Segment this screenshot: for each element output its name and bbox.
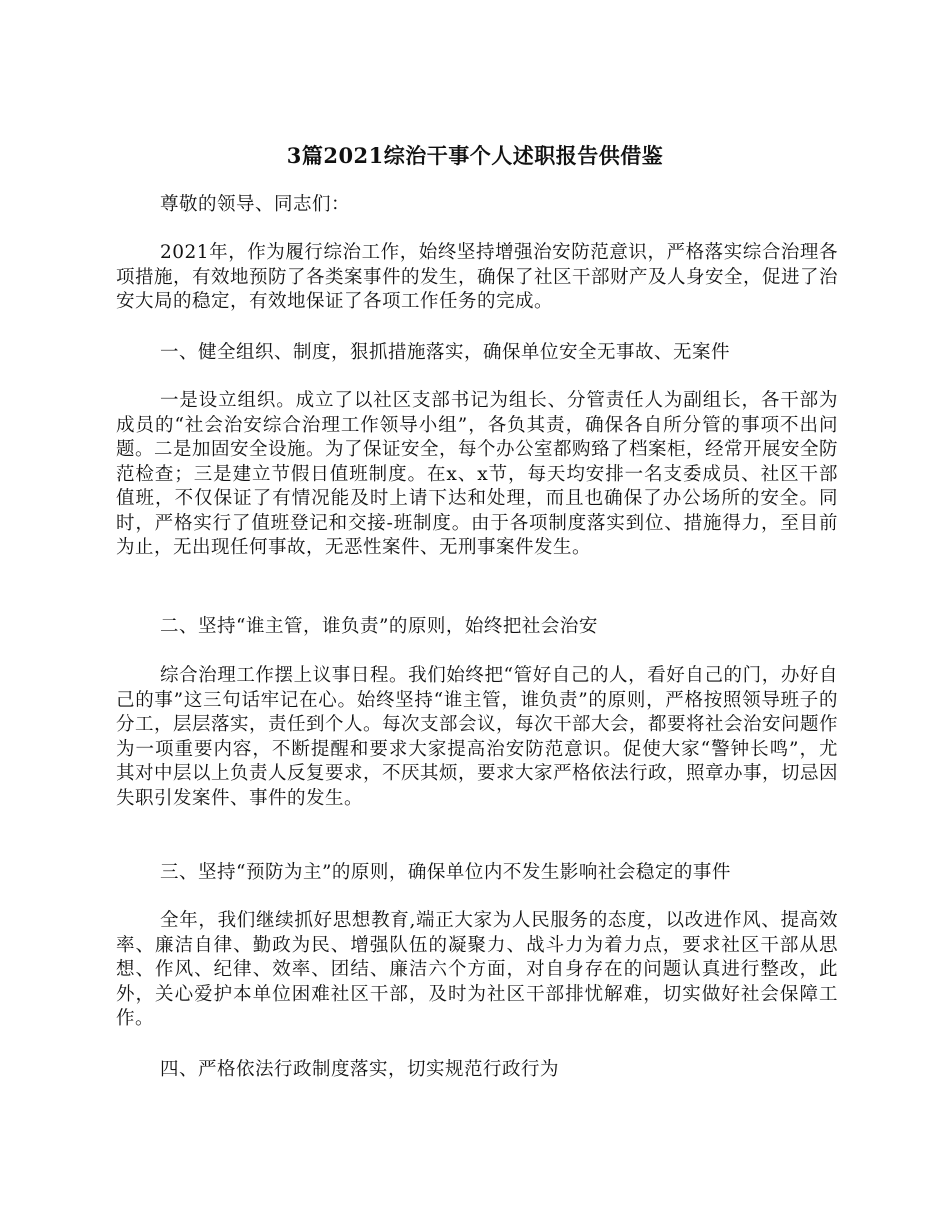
section-heading-3: 三、坚持“预防为主”的原则，确保单位内不发生影响社会稳定的事件 <box>160 862 731 883</box>
section-heading-2: 二、坚持“谁主管，谁负责”的原则，始终把社会治安 <box>160 616 598 637</box>
document-title: 3篇2021综治干事个人述职报告供借鉴 <box>286 143 664 168</box>
section-body-2: 综合治理工作摆上议事日程。我们始终把“管好自己的人，看好自己的门，办好自己的事”这三句话牢记在心。始终坚持“谁主管，谁负责”的原则，严格按照领导班子的分工，层层落实，责任到个人。每次支部会议，每次干部大会，都要将社会治安问题作为一项重要内容，不断提醒和要求大家提高治安防范意识。促使大家“警钟长鸣”，尤其对中层以上负责人反复要求，不厌其烦，要求大家严格依法行政，照章办事，切忌因失职引发案件、事件的发生。 <box>116 665 839 809</box>
section-heading-1: 一、健全组织、制度，狠抓措施落实，确保单位安全无事故、无案件 <box>160 342 731 363</box>
section-body-1: 一是设立组织。成立了以社区支部书记为组长、分管责任人为副组长，各干部为成员的“社会治安综合治理工作领导小组”，各负其责，确保各自所分管的事项不出问题。二是加固安全设施。为了保证安全，每个办公室都购臵了档案柜，经常开展安全防范检查；三是建立节假日值班制度。在x、x节，每天均安排一名支委成员、社区干部值班，不仅保证了有情况能及时上请下达和处理，而且也确保了办公场所的安全。同时，严格实行了值班登记和交接-班制度。由于各项制度落实到位、措施得力，至目前为止，无出现任何事故，无恶性案件、无刑事案件发生。 <box>116 390 839 558</box>
section-body-3: 全年，我们继续抓好思想教育,端正大家为人民服务的态度，以改进作风、提高效率、廉洁自律、勤政为民、增强队伍的凝聚力、战斗力为着力点，要求社区干部从思想、作风、纪律、效率、团结、廉洁六个方面，对自身存在的问题认真进行整改，此外，关心爱护本单位困难社区干部，及时为社区干部排忧解难，切实做好社会保障工作。 <box>116 910 838 1029</box>
salutation: 尊敬的领导、同志们： <box>160 194 351 215</box>
section-heading-4: 四、严格依法行政制度落实，切实规范行政行为 <box>160 1059 560 1080</box>
intro-paragraph: 2021年，作为履行综治工作，始终坚持增强治安防范意识，严格落实综合治理各项措施，有效地预防了各类案事件的发生，确保了社区干部财产及人身安全，促进了治安大局的稳定，有效地保证了各项工作任务的完成。 <box>116 242 839 312</box>
